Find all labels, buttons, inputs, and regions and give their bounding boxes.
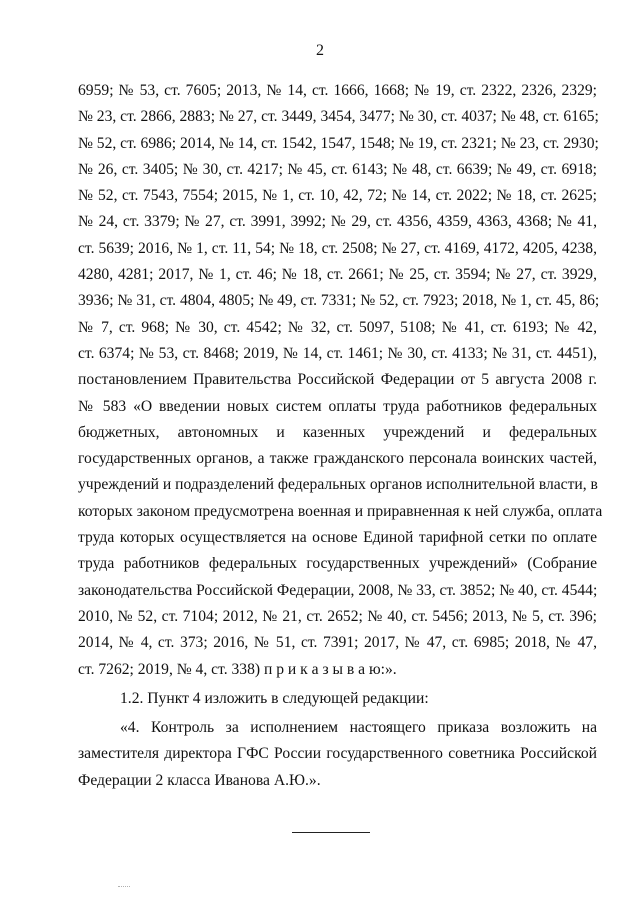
page-number: 2 [316,42,324,59]
scan-artifact [118,886,130,887]
paragraph-citation [78,78,603,683]
text-line: бюджетных, автономных и казенных учреждений и федеральных [78,423,597,441]
text-line: постановлением Правительства Российской Федерации от 5 августа 2008 г. [78,371,597,389]
text-line: труда работников федеральных государственных учреждений» (Собрание [78,555,597,573]
text-line: № 52, ст. 6986; 2014, № 14, ст. 1542, 1547, 1548; № 19, ст. 2321; № 23, ст. 2930; [78,134,599,152]
text-line: государственных органов, а также гражданского персонала воинских частей, [78,450,597,468]
text-line: которых законом предусмотрена военная и приравненная к ней служба, оплата [78,502,603,520]
text-line: 3936; № 31, ст. 4804, 4805; № 49, ст. 7331; № 52, ст. 7923; 2018, № 1, ст. 45, 86; [78,292,600,310]
text-line: № 7, ст. 968; № 30, ст. 4542; № 32, ст. 5097, 5108; № 41, ст. 6193; № 42, [78,318,597,336]
text-line: 2014, № 4, ст. 373; 2016, № 51, ст. 7391; 2017, № 47, ст. 6985; 2018, № 47, [78,634,597,652]
text-line: № 52, ст. 7543, 7554; 2015, № 1, ст. 10, 42, 72; № 14, ст. 2022; № 18, ст. 2625; [78,187,597,205]
text-line: 6959; № 53, ст. 7605; 2013, № 14, ст. 1666, 1668; № 19, ст. 2322, 2326, 2329; [78,82,597,99]
text-line: ст. 7262; 2019, № 4, ст. 338) п р и к а з ы в а ю:». [78,660,397,678]
paragraph-item-4-text [78,715,597,794]
text-line: 4280, 4281; 2017, № 1, ст. 46; № 18, ст. 2661; № 25, ст. 3594; № 27, ст. 3929, [78,266,597,284]
text-line: № 24, ст. 3379; № 27, ст. 3991, 3992; № 29, ст. 4356, 4359, 4363, 4368; № 41, [78,213,597,231]
text-line: законодательства Российской Федерации, 2008, № 33, ст. 3852; № 40, ст. 4544; [78,581,598,599]
text-line: № 26, ст. 3405; № 30, ст. 4217; № 45, ст. 6143; № 48, ст. 6639; № 49, ст. 6918; [78,160,597,178]
text-line: Федерации 2 класса Иванова А.Ю.». [78,771,321,789]
text-line: 1.2. Пункт 4 изложить в следующей редакции: [120,689,429,707]
text-line: «4. Контроль за исполнением настоящего приказа возложить на [120,719,597,737]
document-body [78,78,603,794]
text-line: № 23, ст. 2866, 2883; № 27, ст. 3449, 3454, 3477; № 30, ст. 4037; № 48, ст. 6165; [78,108,599,126]
text-line: 2010, № 52, ст. 7104; 2012, № 21, ст. 2652; № 40, ст. 5456; 2013, № 5, ст. 396; [78,607,597,625]
text-line: ст. 6374; № 53, ст. 8468; 2019, № 14, ст. 1461; № 30, ст. 4133; № 31, ст. 4451), [78,344,597,362]
text-line: учреждений и подразделений федеральных органов исполнительной власти, в [78,476,598,494]
text-line: ст. 5639; 2016, № 1, ст. 11, 54; № 18, ст. 2508; № 27, ст. 4169, 4172, 4205, 4238, [78,239,597,257]
paragraph-item-1-2 [78,686,597,712]
text-line: № 583 «О введении новых систем оплаты труда работников федеральных [78,397,597,415]
text-line: заместителя директора ГФС России государственного советника Российской [78,745,597,763]
text-line: труда которых осуществляется на основе Единой тарифной сетки по оплате [78,529,597,547]
closing-separator-line [292,832,370,833]
